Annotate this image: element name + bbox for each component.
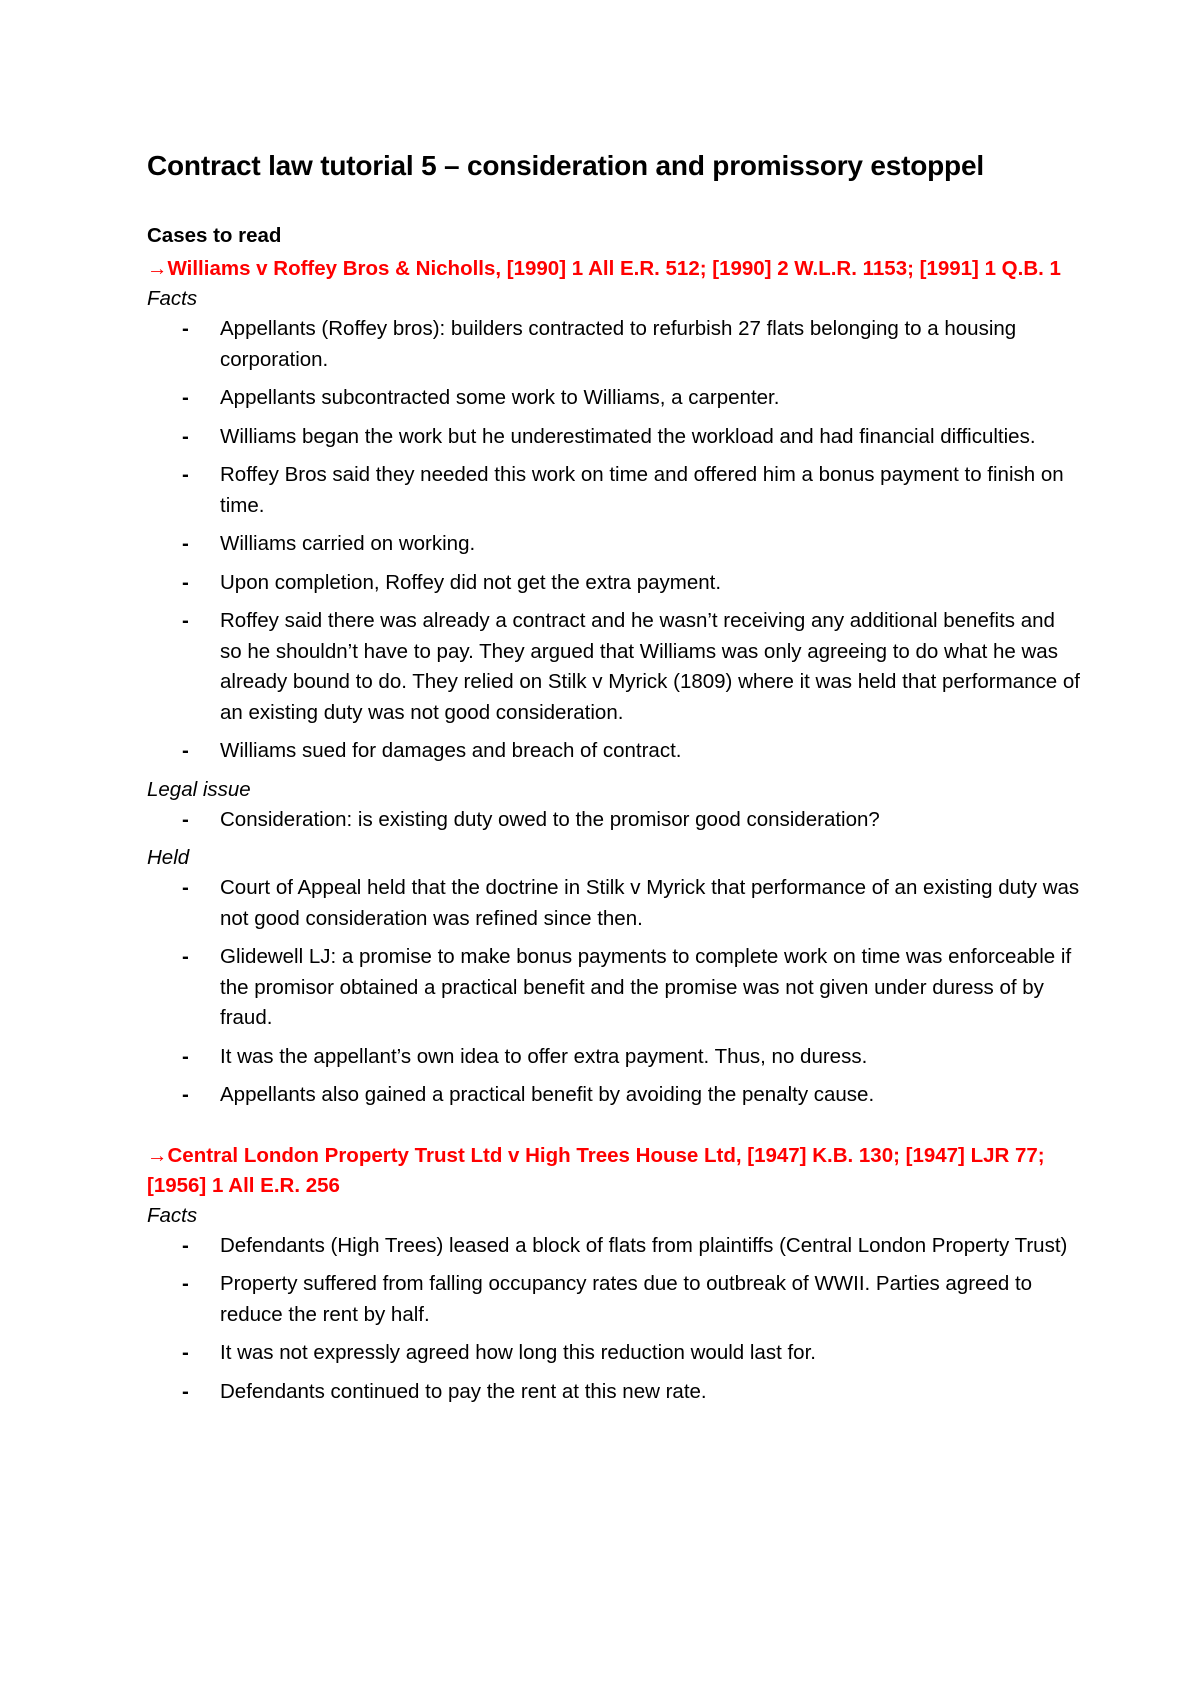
spacer [147, 1119, 1080, 1141]
list-item-text: Glidewell LJ: a promise to make bonus payments to complete work on time was enforceable if the promisor obtained a practical benefit and the promise was not given under duress of by fraud. [220, 945, 1072, 1029]
bullet-dash: - [182, 317, 189, 340]
cases-heading: Cases to read [147, 224, 282, 247]
held-label: Held [147, 846, 190, 869]
list-item [182, 422, 1080, 453]
bullet-dash: - [182, 1083, 189, 1106]
list-item [182, 1080, 1080, 1111]
list-item-text: Appellants also gained a practical benefit by avoiding the penalty cause. [220, 1083, 875, 1106]
bullet-dash: - [182, 424, 189, 448]
case-williams-v-roffey [147, 254, 1080, 1111]
list-item-text: Defendants continued to pay the rent at this new rate. [220, 1379, 707, 1403]
facts-label: Facts [147, 287, 198, 310]
list-item-text: Consideration: is existing duty owed to the promisor good consideration? [220, 807, 880, 831]
list-item [182, 529, 1080, 560]
list-item [182, 805, 1080, 836]
list-item [182, 383, 1080, 414]
bullet-dash: - [182, 570, 189, 594]
list-item-text: It was not expressly agreed how long this reduction would last for. [220, 1341, 816, 1364]
list-item-text: Appellants subcontracted some work to Williams, a carpenter. [220, 386, 780, 409]
list-item [182, 314, 1080, 375]
held-list [147, 873, 1080, 1111]
bullet-dash: - [182, 1044, 189, 1068]
list-item-text: Roffey said there was already a contract and he wasn’t receiving any additional benefits and so he shouldn’t have to pay. They argued that Williams was only agreeing to do what he was already bound to do. They relied on Stilk v Myrick (1809) where it was held that performance of an existing duty was not good consideration. [220, 609, 1080, 724]
list-item [182, 1231, 1080, 1262]
bullet-dash: - [182, 1341, 189, 1364]
legal-issue-list [147, 805, 1080, 836]
facts-label: Facts [147, 1203, 198, 1227]
case-title: →Central London Property Trust Ltd v High Trees House Ltd, [1947] K.B. 130; [1947] LJR 77; [1956] 1 All E.R. 256 [147, 1143, 1045, 1197]
bullet-dash: - [182, 609, 189, 632]
list-item [182, 1269, 1080, 1330]
bullet-dash: - [182, 1272, 189, 1295]
list-item [182, 460, 1080, 521]
list-item [182, 606, 1080, 728]
list-item-text: Property suffered from falling occupancy rates due to outbreak of WWII. Parties agreed to reduce the rent by half. [220, 1272, 1033, 1326]
page-title: Contract law tutorial 5 – consideration and promissory estoppel [147, 150, 984, 181]
list-item [182, 942, 1080, 1034]
bullet-dash: - [182, 945, 189, 968]
bullet-dash: - [182, 876, 189, 899]
case-title: →Williams v Roffey Bros & Nicholls, [1990] 1 All E.R. 512; [1990] 2 W.L.R. 1153; [1991] 1 Q.B. 1 [147, 257, 1061, 280]
bullet-dash: - [182, 807, 189, 831]
list-item-text: Williams began the work but he underestimated the workload and had financial difficulties. [220, 424, 1036, 448]
bullet-dash: - [182, 532, 189, 555]
list-item-text: Williams carried on working. [220, 532, 476, 555]
list-item-text: Roffey Bros said they needed this work on time and offered him a bonus payment to finish on time. [220, 463, 1064, 517]
case-high-trees [147, 1141, 1080, 1408]
legal-issue-label: Legal issue [147, 777, 251, 801]
list-item [182, 1338, 1080, 1369]
bullet-dash: - [182, 463, 189, 486]
facts-list [147, 1231, 1080, 1408]
list-item-text: Appellants (Roffey bros): builders contracted to refurbish 27 flats belonging to a housing corporation. [220, 317, 1017, 371]
list-item-text: Court of Appeal held that the doctrine in Stilk v Myrick that performance of an existing duty was not good consideration was refined since then. [220, 876, 1080, 930]
list-item [182, 568, 1080, 599]
facts-list [147, 314, 1080, 767]
list-item-text: Williams sued for damages and breach of contract. [220, 739, 682, 762]
list-item [182, 736, 1080, 767]
bullet-dash: - [182, 739, 189, 762]
list-item-text: It was the appellant’s own idea to offer extra payment. Thus, no duress. [220, 1044, 868, 1068]
bullet-dash: - [182, 1233, 189, 1257]
bullet-dash: - [182, 386, 189, 409]
bullet-dash: - [182, 1379, 189, 1403]
list-item [182, 873, 1080, 934]
list-item [182, 1042, 1080, 1073]
list-item-text: Defendants (High Trees) leased a block of flats from plaintiffs (Central London Property Trust) [220, 1233, 1068, 1257]
list-item [182, 1377, 1080, 1408]
list-item-text: Upon completion, Roffey did not get the extra payment. [220, 570, 722, 594]
